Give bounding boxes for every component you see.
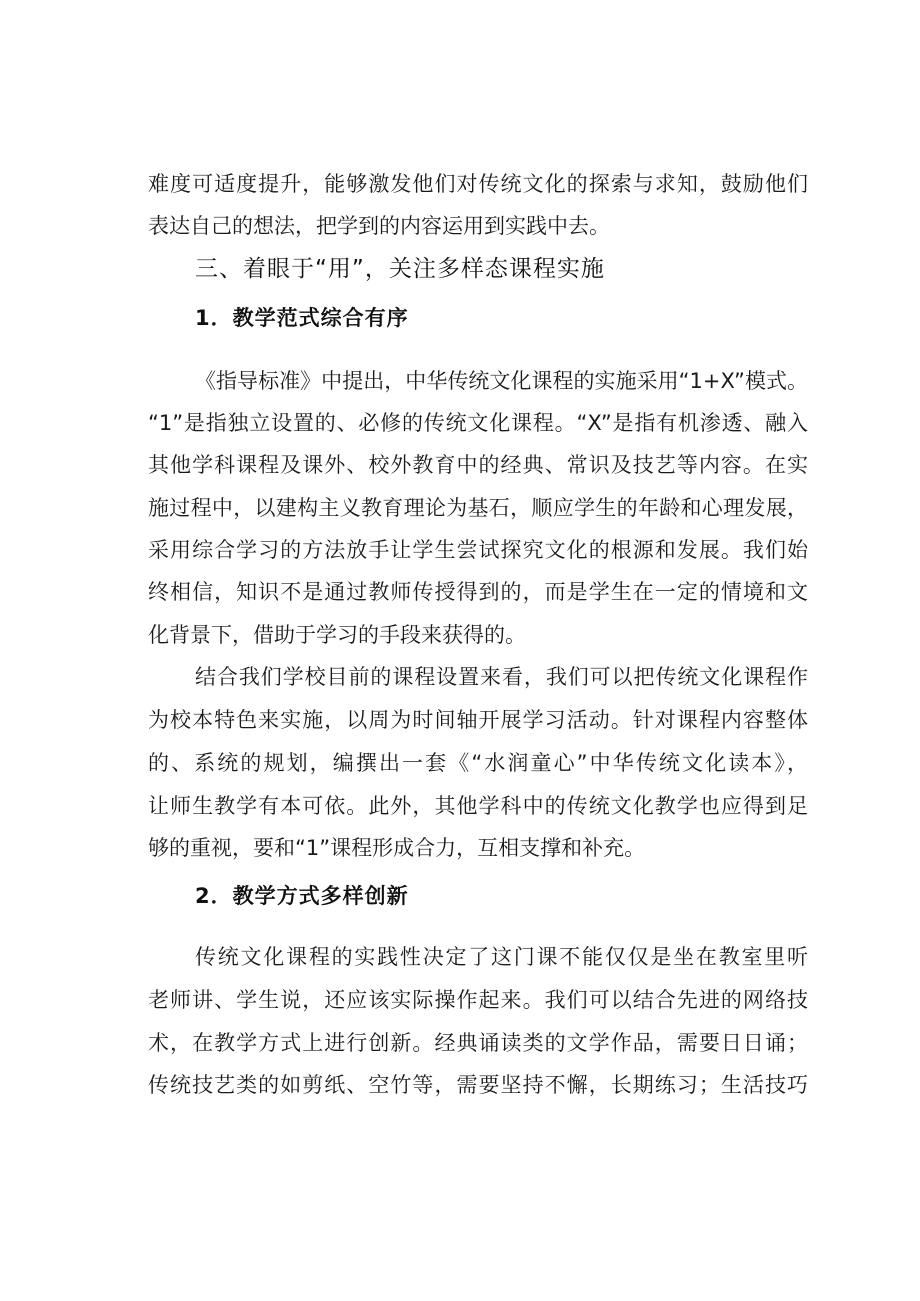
paragraph-line: 其他学科课程及课外、校外教育中的经典、常识及技艺等内容。在实 [148, 453, 808, 477]
subsection-heading-1: 1．教学范式综合有序 [195, 306, 409, 330]
paragraph-line: 传统文化课程的实践性决定了这门课不能仅仅是坐在教室里听 [195, 945, 808, 969]
paragraph-line: 难度可适度提升，能够激发他们对传统文化的探索与求知，鼓励他们 [148, 172, 808, 196]
paragraph-line: 施过程中，以建构主义教育理论为基石，顺应学生的年龄和心理发展， [148, 496, 808, 520]
paragraph-line: 采用综合学习的方法放手让学生尝试探究文化的根源和发展。我们始 [148, 538, 808, 562]
paragraph-line: 《指导标准》中提出，中华传统文化课程的实施采用“1+X”模式。 [195, 369, 808, 393]
paragraph-line: 化背景下，借助于学习的手段来获得的。 [148, 623, 526, 647]
paragraph-line: 传统技艺类的如剪纸、空竹等，需要坚持不懈，长期练习；生活技巧 [148, 1073, 808, 1097]
paragraph-line: 终相信，知识不是通过教师传授得到的，而是学生在一定的情境和文 [148, 580, 808, 604]
section-heading: 三、着眼于“用”，关注多样态课程实施 [195, 256, 605, 282]
paragraph-line: 够的重视，要和“1”课程形成合力，互相支撑和补充。 [148, 836, 646, 860]
paragraph-line: 表达自己的想法，把学到的内容运用到实践中去。 [148, 214, 610, 238]
subsection-heading-2: 2．教学方式多样创新 [195, 884, 409, 908]
paragraph-line: 结合我们学校目前的课程设置来看，我们可以把传统文化课程作 [195, 665, 808, 689]
paragraph-line: 的、系统的规划，编撰出一套《“水润童心”中华传统文化读本》， [148, 751, 808, 775]
paragraph-line: 为校本特色来实施，以周为时间轴开展学习活动。针对课程内容整体 [148, 708, 808, 732]
paragraph-line: 老师讲、学生说，还应该实际操作起来。我们可以结合先进的网络技 [148, 988, 808, 1012]
paragraph-line: “1”是指独立设置的、必修的传统文化课程。“X”是指有机渗透、融入 [148, 411, 808, 435]
paragraph-line: 术，在教学方式上进行创新。经典诵读类的文学作品，需要日日诵； [148, 1031, 808, 1055]
paragraph-line: 让师生教学有本可依。此外，其他学科中的传统文化教学也应得到足 [148, 794, 808, 818]
